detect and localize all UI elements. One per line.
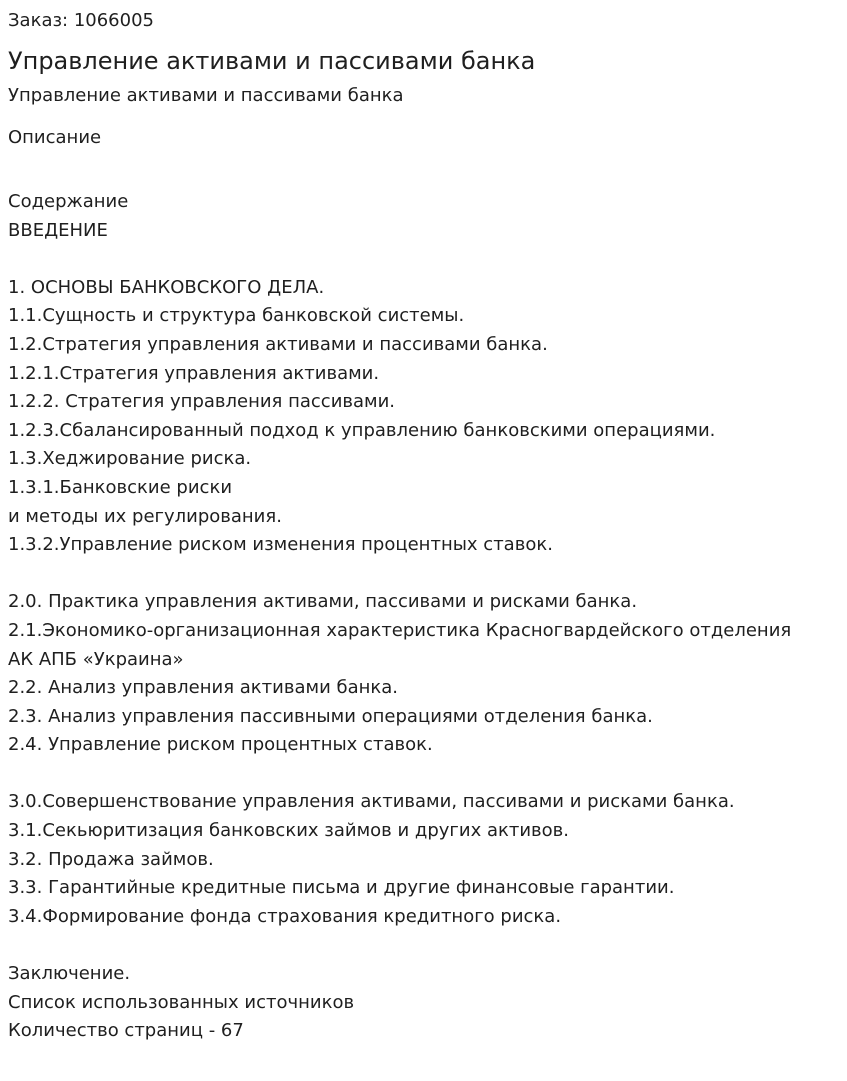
contents-line: 1.3.1.Банковские риски [8,476,233,498]
contents-line: Количество страниц - 67 [8,1020,244,1042]
contents-line: 1. ОСНОВЫ БАНКОВСКОГО ДЕЛА. [8,276,325,298]
contents-line: 2.4. Управление риском процентных ставок. [8,734,433,756]
contents-line: 3.4.Формирование фонда страхования кредитного риска. [8,905,562,927]
contents-line: 2.2. Анализ управления активами банка. [8,677,399,699]
contents-line: Список использованных источников [8,991,355,1013]
description-label: Описание [8,127,102,148]
blank-line [8,245,844,274]
blank-line [8,760,844,789]
contents-line: 1.2.Стратегия управления активами и пассивами банка. [8,333,548,355]
contents-line: 1.3.Хеджирование риска. [8,448,252,470]
contents-line: 3.2. Продажа займов. [8,848,214,870]
contents-line: и методы их регулирования. [8,505,282,527]
contents-line: АК АПБ «Украина» [8,648,184,670]
blank-line [8,931,844,960]
contents-line: 1.1.Сущность и структура банковской системы. [8,305,465,327]
contents-line: 3.0.Совершенствование управления активами, пассивами и рисками банка. [8,791,735,813]
order-number: Заказ: 1066005 [8,10,154,31]
contents-line: ВВЕДЕНИЕ [8,219,108,241]
contents-line: 1.3.2.Управление риском изменения процентных ставок. [8,534,553,556]
contents-line: 1.2.2. Стратегия управления пассивами. [8,391,396,413]
contents-line: 2.1.Экономико-организационная характеристика Красногвардейского отделения [8,619,792,641]
contents-line: 3.1.Секьюритизация банковских займов и других активов. [8,820,569,842]
contents-line: 2.3. Анализ управления пассивными операциями отделения банка. [8,705,653,727]
contents-line: Заключение. [8,963,131,985]
document-page [8,0,844,1046]
contents-line: 2.0. Практика управления активами, пассивами и рисками банка. [8,591,638,613]
contents-heading: Содержание [8,191,129,212]
page-subtitle: Управление активами и пассивами банка [8,85,404,106]
contents-line: 1.2.3.Сбалансированный подход к управлению банковскими операциями. [8,419,716,441]
table-of-contents [8,188,844,1046]
blank-line [8,560,844,589]
contents-line: 1.2.1.Стратегия управления активами. [8,362,380,384]
page-title: Управление активами и пассивами банка [8,47,536,75]
contents-line: 3.3. Гарантийные кредитные письма и другие финансовые гарантии. [8,877,675,899]
